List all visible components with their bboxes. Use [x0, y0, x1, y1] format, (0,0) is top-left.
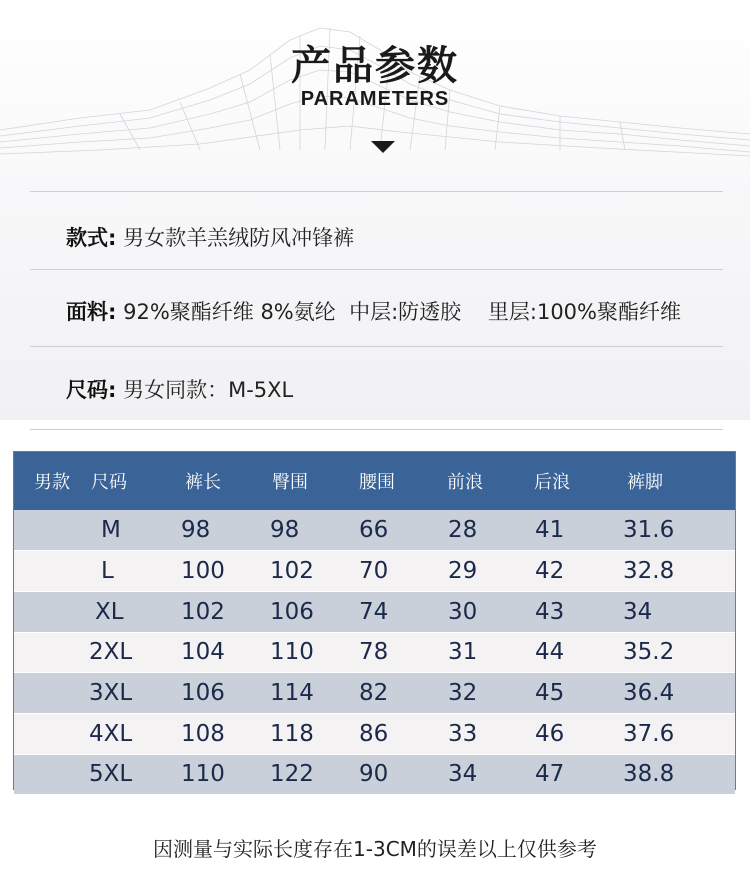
table-cell-size: 3XL: [77, 673, 177, 714]
table-cell-back-rise: 41: [531, 510, 621, 551]
table-cell-leg-opening: 37.6: [621, 713, 735, 754]
table-cell-empty: [14, 551, 77, 592]
table-cell-leg-opening: 34: [621, 591, 735, 632]
fabric-info: [66, 296, 681, 326]
table-cell-front-rise: 30: [444, 591, 531, 632]
divider: [30, 346, 723, 347]
table-cell-length: 110: [177, 754, 267, 795]
size-table: [13, 451, 736, 790]
table-header-row: [14, 452, 735, 510]
table-cell-waist: 66: [355, 510, 444, 551]
table-cell-length: 100: [177, 551, 267, 592]
table-cell-front-rise: 28: [444, 510, 531, 551]
table-cell-waist: 82: [355, 673, 444, 714]
table-cell-empty: [14, 510, 77, 551]
table-row: [14, 591, 735, 632]
table-cell-length: 98: [177, 510, 267, 551]
table-cell-back-rise: 44: [531, 632, 621, 673]
table-cell-hip: 114: [267, 673, 355, 714]
table-cell-empty: [14, 713, 77, 754]
header-leg-opening: 裤脚: [627, 472, 663, 493]
table-cell-back-rise: 43: [531, 591, 621, 632]
header-waist: 腰围: [359, 472, 395, 493]
header-front-rise: 前浪: [447, 472, 483, 493]
fabric-label: 面料:: [66, 300, 117, 324]
page-title: 产品参数: [291, 43, 459, 89]
table-cell-waist: 74: [355, 591, 444, 632]
table-cell-back-rise: 45: [531, 673, 621, 714]
table-row: [14, 632, 735, 673]
header-size: 尺码: [91, 472, 127, 493]
table-cell-hip: 122: [267, 754, 355, 795]
table-cell-front-rise: 31: [444, 632, 531, 673]
table-cell-empty: [14, 754, 77, 795]
divider: [30, 429, 723, 430]
table-cell-back-rise: 47: [531, 754, 621, 795]
size-info: [66, 374, 293, 404]
fabric-value: 92%聚酯纤维 8%氨纶 中层:防透胶 里层:100%聚酯纤维: [123, 300, 681, 324]
down-arrow-icon: [371, 141, 395, 153]
table-cell-waist: 86: [355, 713, 444, 754]
table-cell-back-rise: 42: [531, 551, 621, 592]
table-cell-front-rise: 33: [444, 713, 531, 754]
header-background: [0, 0, 750, 420]
table-cell-length: 108: [177, 713, 267, 754]
footer-note: 因测量与实际长度存在1-3CM的误差以上仅供参考: [153, 837, 597, 861]
divider: [30, 191, 723, 192]
table-row: [14, 510, 735, 551]
table-cell-size: L: [77, 551, 177, 592]
header-length: 裤长: [185, 472, 221, 493]
header-men: 男款: [34, 472, 70, 493]
table-cell-waist: 78: [355, 632, 444, 673]
table-row: [14, 754, 735, 795]
table-cell-front-rise: 29: [444, 551, 531, 592]
table-cell-back-rise: 46: [531, 713, 621, 754]
header-back-rise: 后浪: [534, 472, 570, 493]
table-cell-waist: 70: [355, 551, 444, 592]
table-row: [14, 673, 735, 714]
table-cell-leg-opening: 35.2: [621, 632, 735, 673]
table-cell-length: 102: [177, 591, 267, 632]
size-value: 男女同款：M-5XL: [123, 378, 294, 402]
table-cell-hip: 118: [267, 713, 355, 754]
style-value: 男女款羊羔绒防风冲锋裤: [123, 226, 355, 250]
table-cell-size: 4XL: [77, 713, 177, 754]
table-cell-leg-opening: 31.6: [621, 510, 735, 551]
table-cell-empty: [14, 591, 77, 632]
table-cell-hip: 106: [267, 591, 355, 632]
table-cell-front-rise: 32: [444, 673, 531, 714]
table-cell-leg-opening: 36.4: [621, 673, 735, 714]
table-row: [14, 551, 735, 592]
table-cell-size: 2XL: [77, 632, 177, 673]
table-cell-size: 5XL: [77, 754, 177, 795]
table-cell-empty: [14, 632, 77, 673]
table-cell-size: XL: [77, 591, 177, 632]
page-subtitle: PARAMETERS: [300, 88, 450, 110]
size-label: 尺码:: [66, 378, 117, 402]
header-hip: 臀围: [272, 472, 308, 493]
table-cell-empty: [14, 673, 77, 714]
table-cell-leg-opening: 32.8: [621, 551, 735, 592]
table-row: [14, 713, 735, 754]
table-cell-length: 106: [177, 673, 267, 714]
table-cell-waist: 90: [355, 754, 444, 795]
table-cell-size: M: [77, 510, 177, 551]
style-label: 款式:: [66, 226, 117, 250]
divider: [30, 269, 723, 270]
table-cell-hip: 110: [267, 632, 355, 673]
table-cell-length: 104: [177, 632, 267, 673]
style-info: [66, 222, 354, 252]
table-cell-hip: 102: [267, 551, 355, 592]
table-cell-front-rise: 34: [444, 754, 531, 795]
table-cell-leg-opening: 38.8: [621, 754, 735, 795]
table-cell-hip: 98: [267, 510, 355, 551]
